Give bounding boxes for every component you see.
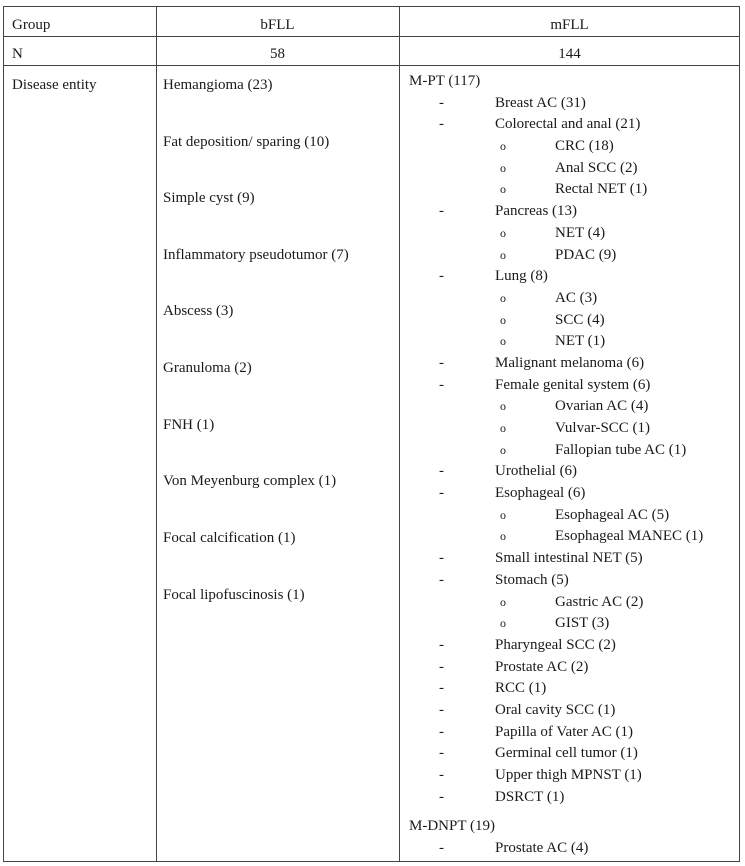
bfll-item: Fat deposition/ sparing (10) bbox=[163, 134, 330, 150]
mfll-subitem: o Vulvar-SCC (1) bbox=[409, 418, 495, 440]
circle-bullet-icon: o bbox=[500, 529, 506, 544]
mfll-item: - Malignant melanoma (6) bbox=[409, 353, 495, 375]
bfll-item: Focal lipofuscinosis (1) bbox=[163, 587, 305, 603]
circle-bullet-icon: o bbox=[500, 421, 506, 435]
dash-bullet-icon: - bbox=[439, 701, 444, 718]
mfll-item: - Papilla of Vater AC (1) bbox=[409, 722, 495, 744]
dash-bullet-icon: - bbox=[439, 376, 444, 393]
dash-bullet-icon: - bbox=[439, 745, 444, 762]
bfll-item: Hemangioma (23) bbox=[163, 77, 273, 93]
circle-bullet-icon: o bbox=[500, 594, 506, 609]
dash-bullet-icon: - bbox=[439, 485, 444, 502]
mfll-subitem: o GIST (3) bbox=[409, 613, 495, 635]
header-mfll: mFLL bbox=[550, 17, 589, 33]
mfll-group-heading: M-PT (117) bbox=[409, 73, 481, 89]
mfll-item: - RCC (1) bbox=[409, 678, 495, 700]
n-label: N bbox=[12, 46, 23, 62]
mfll-subitem: o NET (1) bbox=[409, 331, 495, 353]
bfll-item: Abscess (3) bbox=[163, 303, 234, 319]
mfll-subitem: o Gastric AC (2) bbox=[409, 592, 495, 614]
circle-bullet-icon: o bbox=[500, 507, 506, 522]
circle-bullet-icon: o bbox=[500, 247, 506, 262]
dash-bullet-icon: - bbox=[439, 788, 444, 805]
mfll-item: - Germinal cell tumor (1) bbox=[409, 743, 495, 765]
circle-bullet-icon: o bbox=[500, 225, 506, 240]
mfll-item: - Colorectal and anal (21) bbox=[409, 114, 495, 136]
circle-bullet-icon: o bbox=[500, 312, 506, 327]
bfll-item: Simple cyst (9) bbox=[163, 190, 255, 206]
mfll-subitem: o PDAC (9) bbox=[409, 245, 495, 267]
circle-bullet-icon: o bbox=[500, 399, 506, 414]
mfll-subitem: o Fallopian tube AC (1) bbox=[409, 440, 495, 462]
header-bfll: bFLL bbox=[260, 17, 295, 33]
circle-bullet-icon: o bbox=[500, 616, 506, 631]
dash-bullet-icon: - bbox=[439, 550, 444, 567]
disease-entity-label: Disease entity bbox=[12, 77, 97, 93]
mfll-subitem: o AC (3) bbox=[409, 288, 495, 310]
mfll-subitem: o Esophageal AC (5) bbox=[409, 505, 495, 527]
mfll-subitem: o Anal SCC (2) bbox=[409, 158, 495, 180]
mfll-group-heading: M-DNPT (19) bbox=[409, 818, 495, 835]
bfll-item: FNH (1) bbox=[163, 417, 215, 433]
dash-bullet-icon: - bbox=[439, 767, 444, 783]
mfll-item: - DSRCT (1) bbox=[409, 787, 495, 809]
mfll-item: - Oral cavity SCC (1) bbox=[409, 700, 495, 722]
mfll-item: - Urothelial (6) bbox=[409, 461, 495, 483]
mfll-subitem: o SCC (4) bbox=[409, 310, 495, 332]
dash-bullet-icon: - bbox=[439, 680, 444, 697]
circle-bullet-icon: o bbox=[500, 290, 506, 305]
mfll-item: - Small intestinal NET (5) bbox=[409, 548, 495, 570]
column-divider bbox=[399, 7, 400, 861]
dash-bullet-icon: - bbox=[439, 94, 444, 111]
circle-bullet-icon: o bbox=[500, 182, 506, 197]
dash-bullet-icon: - bbox=[439, 116, 444, 133]
mfll-item: - Lung (8) bbox=[409, 266, 495, 288]
column-divider bbox=[156, 7, 157, 861]
dash-bullet-icon: - bbox=[439, 571, 444, 588]
mfll-item: - Breast AC (31) bbox=[409, 93, 495, 115]
header-group: Group bbox=[12, 17, 51, 33]
mfll-item: - Pancreas (13) bbox=[409, 201, 495, 223]
dash-bullet-icon: - bbox=[439, 636, 444, 653]
bfll-item: Von Meyenburg complex (1) bbox=[163, 473, 337, 489]
circle-bullet-icon: o bbox=[500, 442, 506, 457]
mfll-subitem: o CRC (18) bbox=[409, 136, 495, 158]
dash-bullet-icon: - bbox=[439, 723, 444, 740]
mfll-item: - Prostate AC (4) bbox=[409, 838, 495, 860]
mfll-item: - Stomach (5) bbox=[409, 570, 495, 592]
circle-bullet-icon: o bbox=[500, 334, 506, 349]
mfll-subitem: o Ovarian AC (4) bbox=[409, 396, 495, 418]
mfll-subitem: o NET (4) bbox=[409, 223, 495, 245]
bfll-item: Inflammatory pseudotumor (7) bbox=[163, 247, 349, 263]
mfll-list bbox=[409, 71, 704, 860]
bfll-item: Granuloma (2) bbox=[163, 360, 252, 376]
mfll-subitem: o Esophageal MANEC (1) bbox=[409, 526, 495, 548]
circle-bullet-icon: o bbox=[500, 160, 506, 175]
circle-bullet-icon: o bbox=[500, 139, 506, 154]
n-bfll-value: 58 bbox=[270, 46, 285, 62]
dash-bullet-icon: - bbox=[439, 463, 444, 480]
mfll-item: - Prostate AC (2) bbox=[409, 657, 495, 679]
dash-bullet-icon: - bbox=[439, 354, 444, 371]
mfll-item: - Pharyngeal SCC (2) bbox=[409, 635, 495, 657]
dash-bullet-icon: - bbox=[439, 203, 444, 220]
dash-bullet-icon: - bbox=[439, 268, 444, 285]
mfll-item: - Female genital system (6) bbox=[409, 375, 495, 397]
mfll-item: - Upper thigh MPNST (1) bbox=[409, 765, 495, 787]
mfll-item: - Esophageal (6) bbox=[409, 483, 495, 505]
row-divider bbox=[4, 36, 739, 37]
n-mfll-value: 144 bbox=[558, 46, 581, 62]
mfll-subitem: o Rectal NET (1) bbox=[409, 179, 495, 201]
dash-bullet-icon: - bbox=[439, 658, 444, 675]
bfll-item: Focal calcification (1) bbox=[163, 530, 296, 546]
row-divider bbox=[4, 65, 739, 66]
dash-bullet-icon: - bbox=[439, 840, 444, 857]
